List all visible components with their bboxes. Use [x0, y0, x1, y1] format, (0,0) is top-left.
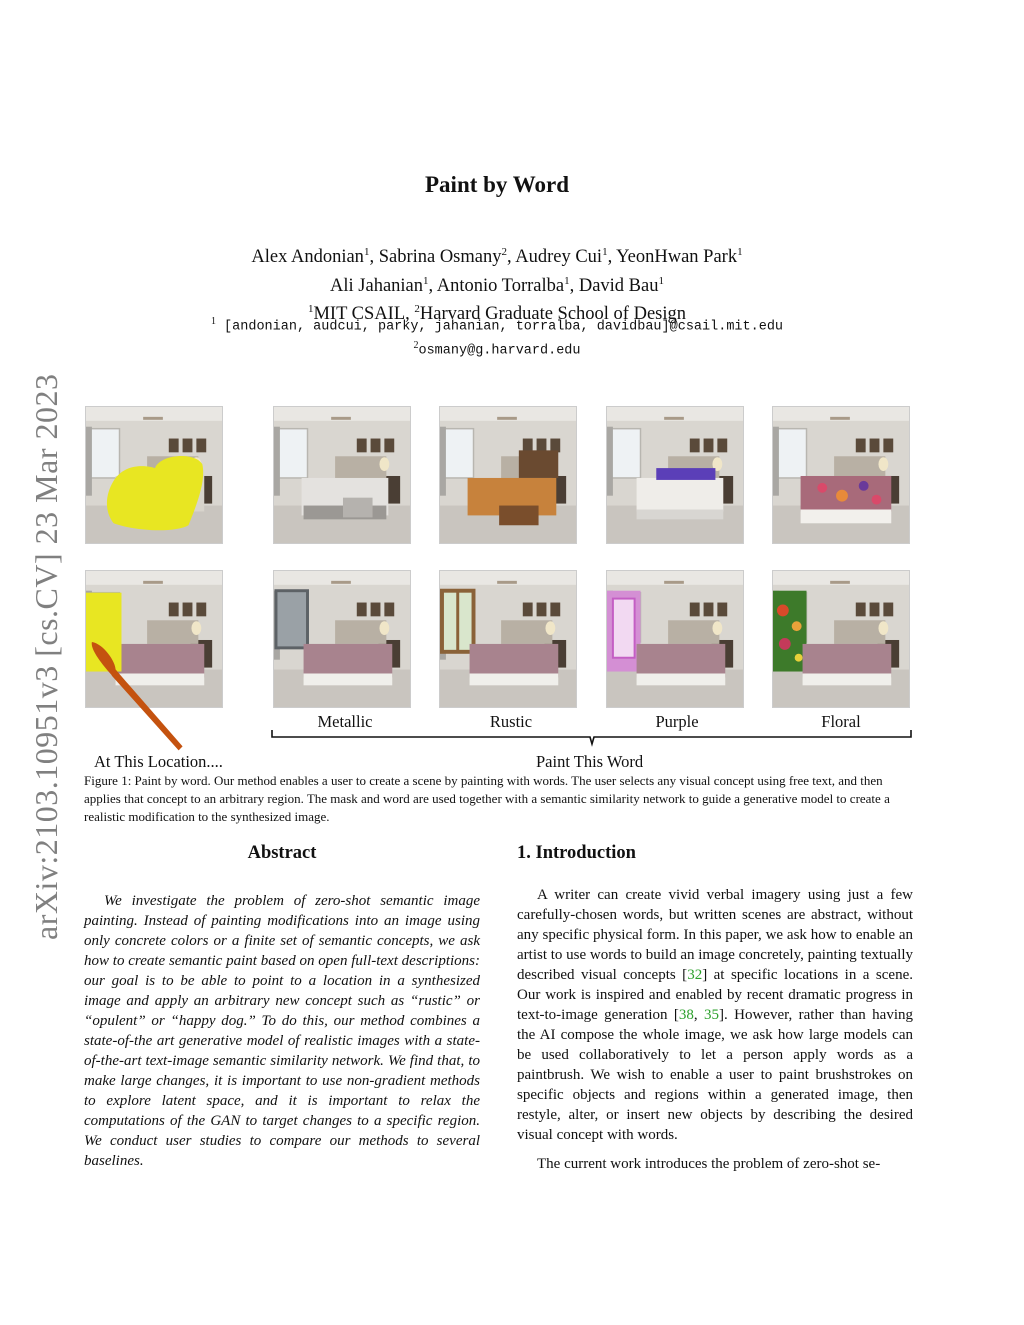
source-image-window-mask: [85, 570, 223, 708]
author-name: YeonHwan Park: [616, 247, 738, 268]
email-line-1[interactable]: $^1$ [andonian, audcui, parky, jahanian, torralba, davidbau]@csail.mit.edu: [210, 316, 784, 335]
intro-body: [517, 885, 913, 1183]
email-line-2[interactable]: $^2$osmany@g.harvard.edu: [413, 340, 581, 359]
author-block: [0, 241, 994, 327]
figure-caption: Figure 1: Paint by word. Our method enables a user to create a scene by painting with words. The user selects any visual concept using free text, and then applies that concept to an arbitrary region. The mask and word are used together with a semantic similarity network to guide a generative model to create a realistic modification to the synthesized image.: [84, 773, 890, 824]
author-name: Audrey Cui: [515, 247, 603, 268]
word-label-metallic: Metallic: [317, 712, 373, 731]
result-metallic-window: [273, 570, 411, 708]
author-line-1: Alex Andonian$^1$, Sabrina Osmany$^2$, Audrey Cui$^1$, YeonHwan Park$^1$: [251, 246, 743, 268]
intro-heading: 1. Introduction: [517, 843, 636, 863]
intro-paragraph-2: The current work introduces the problem of zero-shot se-: [537, 1156, 881, 1172]
citation-link[interactable]: 32: [687, 967, 703, 983]
word-bracket: [271, 728, 913, 748]
author-name: Sabrina Osmany: [378, 247, 502, 268]
abstract-heading: Abstract: [247, 843, 317, 863]
arxiv-stamp: arXiv:2103.10951v3 [cs.CV] 23 Mar 2023: [28, 373, 64, 940]
author-line-2: Ali Jahanian$^1$, Antonio Torralba$^1$, David Bau$^1$: [330, 274, 664, 296]
result-purple-window: [606, 570, 744, 708]
location-label: At This Location....: [94, 752, 223, 771]
author-name: David Bau: [578, 275, 659, 296]
result-rustic-bed: [439, 406, 577, 544]
paint-word-label: Paint This Word: [536, 752, 644, 771]
word-label-rustic: Rustic: [489, 712, 533, 731]
result-metallic-bed: [273, 406, 411, 544]
source-image-bed-mask: [85, 406, 223, 544]
abstract-body: We investigate the problem of zero-shot semantic image painting. Instead of painting modifications into an image using only concrete colors or a finite set of semantic concepts, we ask how to create semantic paint based on open full-text descriptions: our goal is to be able to point to a location in a synthesized image and apply an arbitrary new concept such as “rustic” or “opulent” or “happy dog.” To do this, our method combines a state-of-the art generative model of realistic images with a state-of-the-art text-image semantic similarity network. We find that, to make large changes, it is important to use non-gradient methods to explore latent space, and it is important to relax the computations of the GAN to target changes to a specific region. We conduct user studies to compare our methods to several baselines.: [84, 893, 480, 1169]
affiliations: $^1$MIT CSAIL, $^2$Harvard Graduate School of Design: [307, 303, 686, 325]
citation-link[interactable]: 38: [678, 1007, 694, 1023]
result-floral-bed: [772, 406, 910, 544]
author-name: Alex Andonian: [251, 247, 364, 268]
word-label-floral: Floral: [821, 712, 861, 731]
word-label-purple: Purple: [655, 712, 699, 731]
author-name: Ali Jahanian: [330, 275, 424, 296]
citation-link[interactable]: 35: [704, 1007, 719, 1023]
paper-title: Paint by Word: [425, 172, 569, 197]
result-floral-window: [772, 570, 910, 708]
author-name: Antonio Torralba: [436, 275, 565, 296]
result-rustic-window: [439, 570, 577, 708]
result-purple-bed: [606, 406, 744, 544]
intro-paragraph-1: A writer can create vivid verbal imagery using just a few carefully-chosen words, but written scenes are abstract, without any specific physical form. In this paper, we ask how to enable an artist to use words to build an image concretely, painting textually described visual concepts [32] at specific locations in a scene. Our work is inspired and enabled by recent dramatic progress in text-to-image generation [38, 35]. However, rather than having the AI compose the whole image, we ask how large models can be used collaboratively to let a person apply words as a paintbrush. We wish to enable a user to paint brushstrokes on specific objects and regions within a generated image, then restyle, alter, or insert new objects by describing the desired visual concept with words.: [517, 887, 914, 1143]
